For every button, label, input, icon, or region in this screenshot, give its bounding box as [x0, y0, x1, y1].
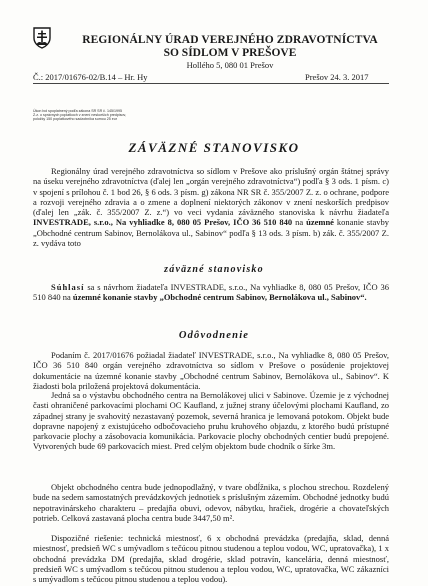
- justification-paragraph-2: Jedná sa o výstavbu obchodného centra na Bernolákovej ulici v Sabinove. Územie je z východnej časti ohraničené parkovacími plochami OC Kaufland, z južnej strany účelovými plochami Kaufland, zo západnej strany je svahovitý nezastavaný pozemok, severná hranica je lemovaná potokom. Objekt bude dopravne napojený z existujúceho odbočovacieho pruhu kruhového objazdu, z ktorého budú prístupné parkovacie plochy a zásobovacia komunikácia. Parkovacie plochy obchodných centier budú prepojené. Vytvorených bude 69 parkovacích miest. Pred celým objektom bude chodník o šírke 3m.: [33, 390, 389, 452]
- section-heading-statement: záväzné stanovisko: [164, 264, 264, 275]
- authority-seat: SO SÍDLOM V PREŠOVE: [163, 47, 297, 59]
- fee-stamp: Úkon bol spoplatnený podľa zákona SR SR č. 145/1995 Z.z. o správnych poplatkoch v znení neskorších predpisov, položky 150 poplatkového sadzobníka sumou 25 eur: [33, 109, 127, 122]
- reference-number: Č.: 2017/01676-02/B.14 – Hr. Hy: [33, 72, 148, 82]
- header-divider: [33, 83, 389, 84]
- coat-of-arms-icon: [33, 27, 51, 49]
- section-heading-justification: Odôvodnenie: [178, 330, 250, 341]
- document-date: Prešov 24. 3. 2017: [305, 72, 369, 82]
- justification-paragraph-4: Dispozičné riešenie: technická miestnosť, 6 x obchodná prevádzka (predajňa, sklad, denná miestnosť, predsieň WC s umývadlom s tečúcou pitnou studenou a teplou vodou, WC, upratovačka), 1 x obchodná prevádzka DM (predajňa, sklad drogérie, sklad potravín, kancelária, denná miestnosť, predsieň WC s umývadlom s tečúcou pitnou studenou a teplou vodou, WC, upratovačka, WC zákazníci s umývadlom s tečúcou pitnou studenou a teplou vodou).: [33, 533, 389, 585]
- document-title: ZÁVÄZNÉ STANOVISKO: [128, 140, 300, 155]
- justification-paragraph-1: Podaním č. 2017/01676 požiadal žiadateľ INVESTRADE, s.r.o., Na vyhliadke 8, 080 05 Prešov, IČO 36 510 840 orgán verejného zdravotníctva so sídlom v Prešove o posúdenie projektovej dokumentácie na územné konanie stavby „Obchodné centrum Sabinov, Bernolákova ul., Sabinov“. K žiadosti bola priložená projektová dokumentácia.: [33, 350, 389, 391]
- authority-address: Hollého 5, 080 01 Prešov: [186, 60, 274, 70]
- justification-paragraph-3: Objekt obchodného centra bude jednopodlažný, v tvare obdĺžnika, s plochou strechou. Rozdelený bude na sedem samostatných prevádzkových jednotiek s príslušným zázemím. Obchodné jednotky budú nepotravinárskeho charakteru – predajňa obuvi, odevov, nábytku, hračiek, drogérie a chovateľských potrieb. Celková zastavaná plocha centra bude 3447,50 m².: [33, 482, 389, 523]
- authority-name: REGIONÁLNY ÚRAD VEREJNÉHO ZDRAVOTNÍCTVA: [82, 34, 378, 46]
- statement-paragraph: Súhlasí sa s návrhom žiadateľa INVESTRADE, s.r.o., Na vyhliadke 8, 080 05 Prešov, IČO 36 510 840 na územné konanie stavby „Obchodné centrum Sabinov, Bernolákova ul., Sabinov“.: [33, 282, 389, 303]
- intro-paragraph: Regionálny úrad verejného zdravotníctva so sídlom v Prešove ako príslušný orgán štátnej správy na úseku verejného zdravotníctva (ďalej len „orgán verejného zdravotníctva“) podľa § 3 ods. 1 písm. c) v spojení s prílohou č. 1 bod 26, § 6 ods. 3 písm. g) zákona NR SR č. 355/2007 Z. z. o ochrane, podpore a rozvoji verejného zdravia a o zmene a doplnení niektorých zákonov v znení neskorších predpisov (ďalej len „zák. č. 355/2007 Z. z.“) vo veci vydania záväzného stanoviska k návrhu žiadateľa INVESTRADE, s.r.o., Na vyhliadke 8, 080 05 Prešov, IČO 36 510 840 na územné konanie stavby „Obchodné centrum Sabinov, Bernolákova ul., Sabinov“ podľa § 13 ods. 3 písm. b) zák. č. 355/2007 Z. z. vydáva toto: [33, 166, 389, 249]
